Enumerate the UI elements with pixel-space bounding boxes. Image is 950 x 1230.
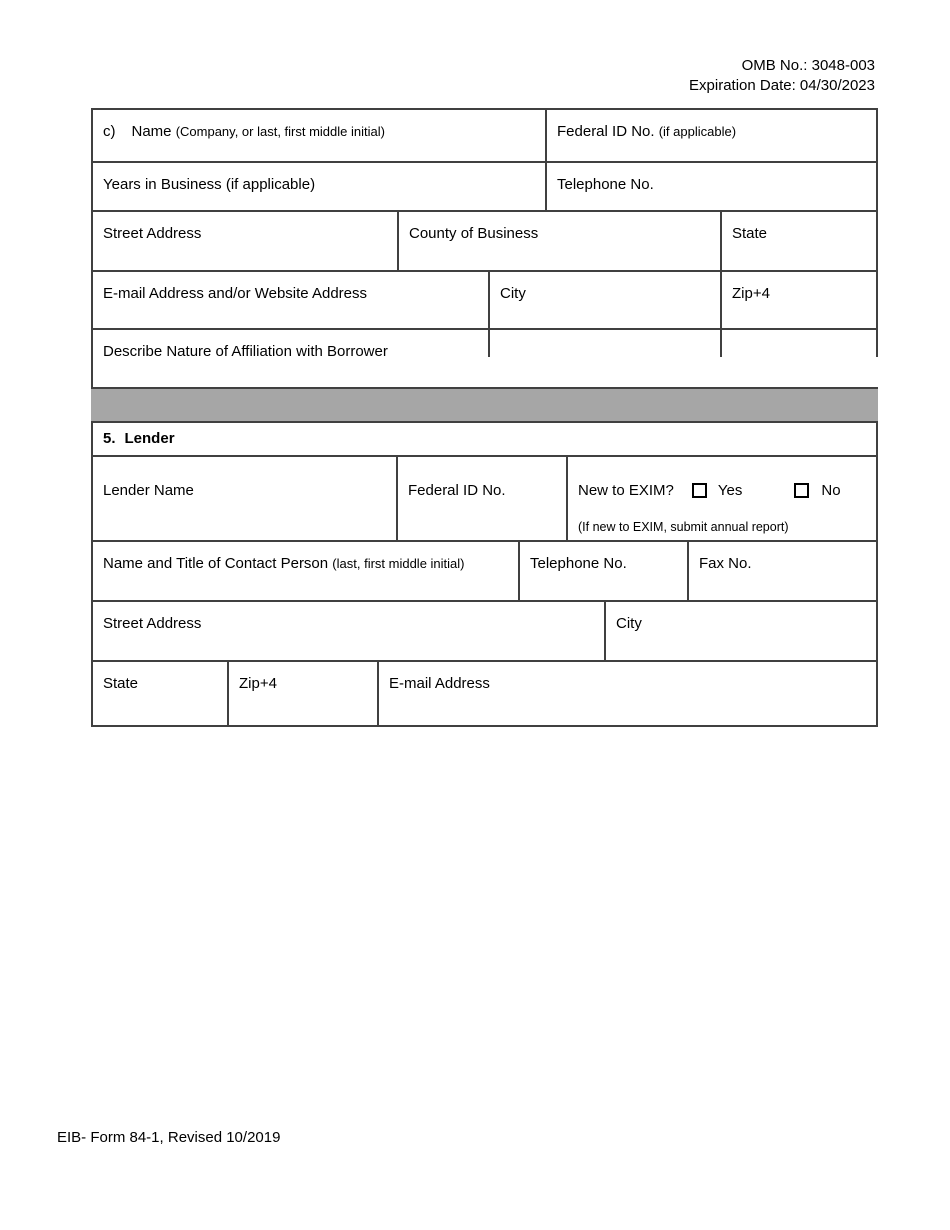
lender-state-label: State — [103, 675, 139, 692]
affiliate-state-label: State — [732, 225, 768, 242]
years-in-business-label: Years in Business (if applicable) — [103, 176, 316, 193]
county-of-business-label: County of Business — [409, 225, 539, 242]
form-footer-id: EIB- Form 84-1, Revised 10/2019 — [57, 1129, 281, 1146]
field-lender-zip[interactable] — [229, 662, 379, 725]
field-affiliate-city[interactable] — [490, 272, 722, 328]
field-affiliate-state[interactable] — [722, 212, 876, 270]
affiliate-name-sublabel: (Company, or last, first middle initial) — [175, 124, 385, 139]
field-affiliate-zip[interactable] — [722, 272, 876, 328]
lender-table — [91, 421, 878, 727]
affiliate-federal-id-label: Federal ID No. — [557, 123, 655, 140]
field-affiliate-email-website[interactable] — [93, 272, 490, 328]
affiliation-description-label: Describe Nature of Affiliation with Borrower — [103, 343, 388, 360]
new-to-exim-label: New to EXIM? — [578, 482, 674, 499]
field-affiliate-telephone[interactable] — [547, 163, 876, 210]
new-to-exim-yes-checkbox[interactable] — [692, 483, 707, 498]
field-contact-person[interactable] — [93, 542, 520, 600]
field-lender-state[interactable] — [93, 662, 229, 725]
omb-number: OMB No.: 3048-003 — [741, 57, 875, 74]
field-affiliation-description[interactable] — [93, 330, 490, 360]
contact-person-label: Name and Title of Contact Person — [103, 555, 329, 572]
field-lender-city[interactable] — [606, 602, 876, 660]
field-years-in-business[interactable] — [93, 163, 547, 210]
affiliate-zip-label: Zip+4 — [732, 285, 770, 302]
field-affiliate-street-address[interactable] — [93, 212, 399, 270]
new-to-exim-no-label: No — [821, 482, 841, 499]
lender-name-label: Lender Name — [103, 482, 194, 499]
affiliate-federal-id-sublabel: (if applicable) — [658, 124, 737, 139]
lender-zip-label: Zip+4 — [239, 675, 277, 692]
field-affiliate-name[interactable] — [93, 110, 547, 161]
lender-fax-label: Fax No. — [699, 555, 752, 572]
field-lender-fax[interactable] — [689, 542, 876, 600]
affiliate-name-prefix: c) — [103, 123, 116, 140]
expiration-date: Expiration Date: 04/30/2023 — [689, 77, 875, 94]
affiliate-street-address-label: Street Address — [103, 225, 202, 242]
field-lender-email[interactable] — [379, 662, 876, 725]
field-affiliate-federal-id[interactable] — [547, 110, 876, 161]
field-county-of-business[interactable] — [399, 212, 722, 270]
field-affiliation-blank-2[interactable] — [722, 330, 876, 357]
field-new-to-exim — [568, 457, 876, 540]
new-to-exim-note: (If new to EXIM, submit annual report) — [578, 520, 789, 534]
lender-section-label: Lender — [124, 430, 175, 447]
lender-city-label: City — [616, 615, 642, 632]
contact-person-sublabel: (last, first middle initial) — [332, 556, 465, 571]
affiliate-city-label: City — [500, 285, 526, 302]
field-lender-telephone[interactable] — [520, 542, 689, 600]
field-lender-street-address[interactable] — [93, 602, 606, 660]
lender-telephone-label: Telephone No. — [530, 555, 627, 572]
new-to-exim-no-checkbox[interactable] — [794, 483, 809, 498]
lender-federal-id-label: Federal ID No. — [408, 482, 506, 499]
field-lender-name[interactable] — [93, 457, 398, 540]
affiliate-telephone-label: Telephone No. — [557, 176, 654, 193]
affiliate-email-website-label: E-mail Address and/or Website Address — [103, 285, 368, 302]
affiliate-table — [91, 108, 878, 388]
affiliate-name-label: Name — [131, 123, 172, 140]
lender-section-number: 5. — [103, 430, 116, 447]
field-affiliation-blank-1[interactable] — [490, 330, 722, 357]
lender-street-address-label: Street Address — [103, 615, 202, 632]
lender-email-label: E-mail Address — [389, 675, 490, 692]
lender-section-title — [93, 423, 876, 457]
new-to-exim-yes-label: Yes — [717, 482, 743, 499]
section-divider-bar — [91, 387, 878, 421]
form-header — [689, 56, 875, 96]
field-lender-federal-id[interactable] — [398, 457, 568, 540]
